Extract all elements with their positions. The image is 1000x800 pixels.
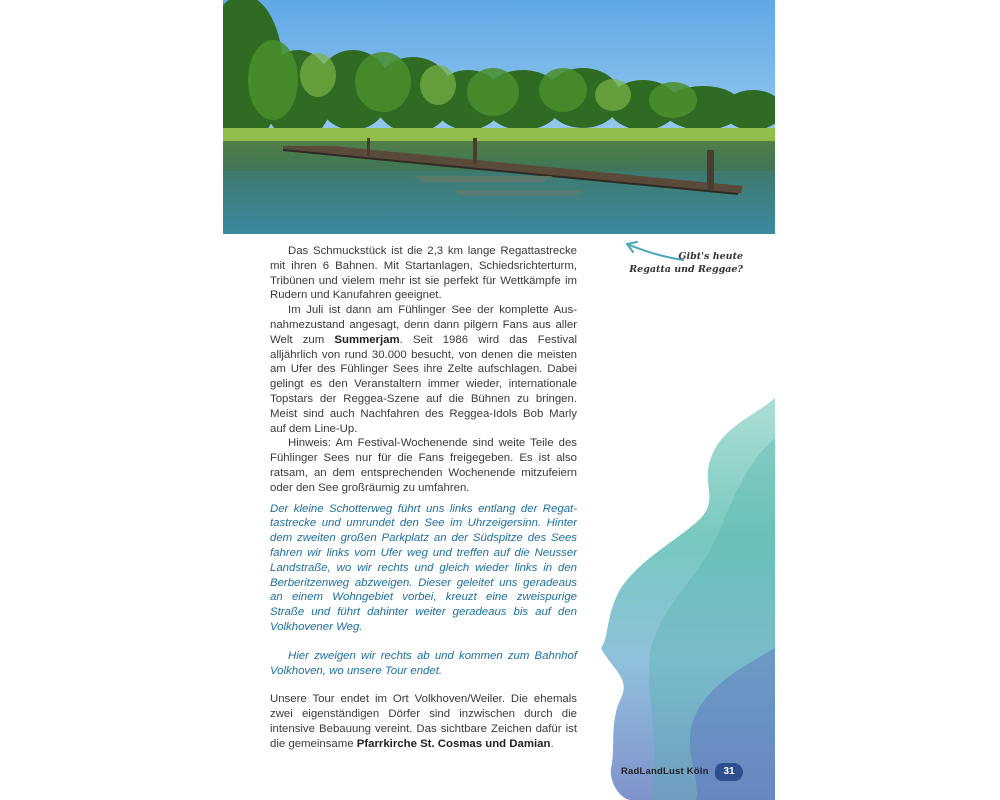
side-note (623, 250, 743, 276)
paragraph-hinweis-text: Hinweis: Am Festival-Wochenende sind weite Teile des Fühlinger Sees nur für die Fans freigegeben. Es ist also ratsam, an dem entsprechenden Wochenende mitzufeiern oder den See großräumig zu umfahren. (270, 437, 577, 494)
summerjam-bold: Summerjam (334, 333, 400, 346)
article-body (270, 244, 577, 752)
paragraph-volkhoven (270, 692, 577, 751)
paragraph-summerjam-text-b: . Seit 1986 wird das Festival alljährlich von rund 30.000 besucht, von denen die meisten am Ufer des Fühlinger Sees ihre Zelte aufschlagen. Dabei gelingt es den Veranstaltern immer wieder, internationale Topstars der Reggea-Szene auf die Bühnen zu bringen. Meist sind auch Nachfahren des Reggea-Idols Bob Marly auf dem Line-Up. (270, 333, 577, 435)
watercolor-decoration (601, 398, 775, 800)
page (223, 0, 775, 800)
paragraph-volkhoven-text-b: . (550, 737, 554, 750)
paragraph-hinweis (270, 436, 577, 495)
side-note-line-2: Regatta und Reggae? (629, 264, 743, 275)
lake-photo (223, 0, 775, 234)
side-note-line-1: Gibt's heute (678, 251, 743, 262)
page-number-badge: 31 (715, 763, 743, 781)
route-description-2: Hier zweigen wir rechts ab und kommen zum Bahnhof Volkhoven, wo unsere Tour endet. (270, 649, 577, 677)
paragraph-regatta (270, 244, 577, 303)
route-description-1: Der kleine Schotterweg führt uns links entlang der Regattastrecke und umrundet den See im Uhrzeigersinn. Hinter dem zweiten großen Parkplatz an der Südspitze des Sees fahren wir links vom Ufer weg und treffen auf die Neusser Landstraße, wo wir rechts und gleich wieder links in den Berberitzenweg abzweigen. Dieser geleitet uns geradeaus an einem Wohngebiet vorbei, kreuzt eine zweispurige Straße und führt dahinter weiter geradeaus bis auf den Volkhovener Weg. (270, 502, 577, 633)
paragraph-regatta-text: Das Schmuckstück ist die 2,3 km lange Regattastrecke mit ihren 6 Bahnen. Mit Startanlagen, Schiedsrichterturm, Tribünen und vielem mehr ist sie perfekt für Wettkämpfe im Rudern und Kanufahren geeignet. (270, 245, 577, 302)
paragraph-summerjam (270, 303, 577, 436)
paragraph-volkhoven-text-a: Unsere Tour endet im Ort Volkhoven/Weiler. Die ehemals zwei eigenständigen Dörfer sind inzwischen durch die intensive Bebauung vereint. Das sichtbare Zeichen dafür ist die gemeinsame (270, 693, 577, 750)
footer-brand: RadLandLust Köln (621, 766, 709, 777)
paragraph-summerjam-text-a: Im Juli ist dann am Fühlinger See der komplette Ausnahmezustand angesagt, denn dann pilgern Fans aus aller Welt zum (270, 304, 577, 346)
lake-photo-illustration (223, 0, 775, 234)
church-name-bold: Pfarrkirche St. Cosmas und Damian (356, 737, 551, 750)
